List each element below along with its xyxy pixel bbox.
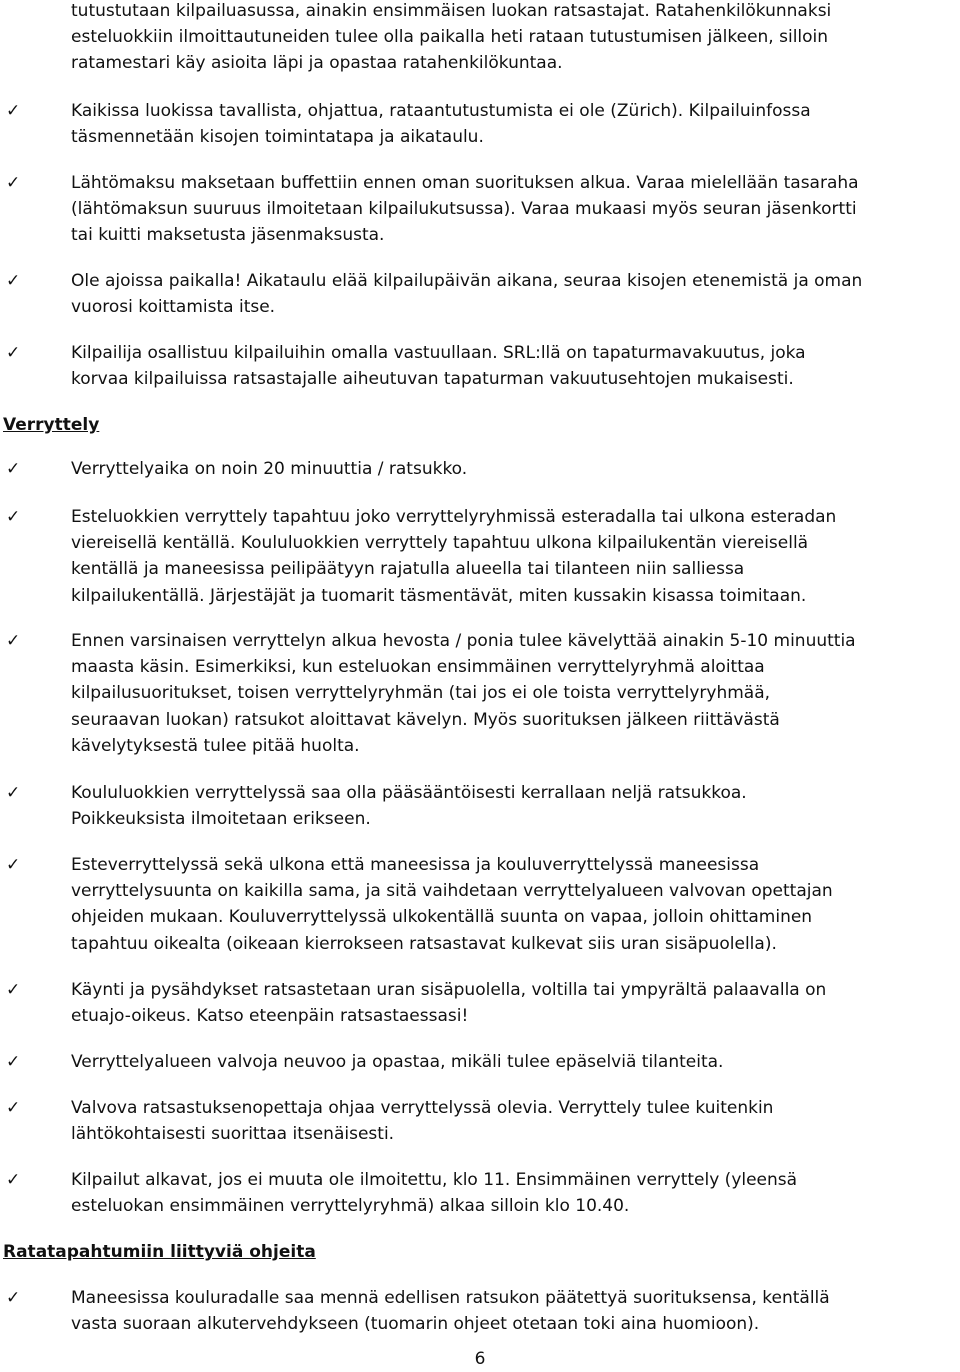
- list-item-text: [71, 268, 956, 320]
- text-line: Esteverryttelyssä sekä ulkona että maneesissa ja kouluverryttelyssä maneesissa: [71, 855, 760, 875]
- text-line: viereisellä kentällä. Koululuokkien verryttely tapahtuu ulkona kilpailukentän viereisellä: [71, 533, 809, 554]
- list-item-text: [71, 170, 956, 249]
- text-line: kävelytyksestä tulee pitää huolta.: [71, 735, 360, 756]
- list-item-text: [71, 1285, 956, 1337]
- text-line: etuajo-oikeus. Katso eteenpäin ratsastaessasi!: [71, 1006, 469, 1027]
- section-heading-ratatapahtumat: Ratatapahtumiin liittyviä ohjeita: [3, 1242, 316, 1262]
- text-line: Kaikissa luokissa tavallista, ohjattua, rataantutustumista ei ole (Zürich). Kilpailuinfossa: [71, 101, 811, 121]
- text-line: verryttelysuunta on kaikilla sama, ja sitä vaihdetaan verryttelyalueen valvovan opettajan: [71, 881, 833, 902]
- text-line: seuraavan luokan) ratsukot aloittavat kävelyn. Myös suorituksen jälkeen riittävästä: [71, 709, 780, 730]
- checkmark-icon: ✓: [6, 459, 21, 479]
- intro-line: tutustutaan kilpailuasussa, ainakin ensimmäisen luokan ratsastajat. Ratahenkilökunnaksi: [71, 1, 832, 21]
- intro-paragraph: [71, 0, 956, 77]
- list-item-text: [71, 852, 956, 957]
- checkmark-icon: ✓: [6, 1170, 21, 1190]
- list-item-text: [71, 504, 956, 609]
- checkmark-icon: ✓: [6, 783, 21, 803]
- checkmark-icon: ✓: [6, 980, 21, 1000]
- checkmark-icon: ✓: [6, 1052, 21, 1072]
- text-line: maasta käsin. Esimerkiksi, kun esteluokan ensimmäinen verryttelyryhmä aloittaa: [71, 657, 765, 678]
- checkmark-icon: ✓: [6, 1288, 21, 1308]
- text-line: Ennen varsinaisen verryttelyn alkua hevosta / ponia tulee kävelyttää ainakin 5-10 minuuttia: [71, 631, 856, 651]
- list-item-text: [71, 780, 956, 832]
- checkmark-icon: ✓: [6, 101, 21, 121]
- text-line: täsmennetään kisojen toimintatapa ja aikataulu.: [71, 127, 484, 148]
- page-number: 6: [474, 1349, 486, 1369]
- text-line: kentällä ja maneesissa peilipäätyyn rajatulla alueella tai tilanteen niin salliessa: [71, 559, 745, 580]
- checkmark-icon: ✓: [6, 507, 21, 527]
- text-line: tapahtuu oikealta (oikeaan kierrokseen ratsastavat kulkevat siis uran sisäpuolella).: [71, 933, 777, 954]
- text-line: Kilpailut alkavat, jos ei muuta ole ilmoitettu, klo 11. Ensimmäinen verryttely (yleensä: [71, 1170, 798, 1190]
- checkmark-icon: ✓: [6, 271, 21, 291]
- list-item-text: [71, 1049, 956, 1075]
- checkmark-icon: ✓: [6, 631, 21, 651]
- text-line: Kilpailija osallistuu kilpailuihin omalla vastuullaan. SRL:llä on tapaturmavakuutus, joka: [71, 343, 806, 363]
- text-line: vasta suoraan alkutervehdykseen (tuomarin ohjeet otetaan toki aina huomioon).: [71, 1314, 760, 1335]
- text-line: kilpailusuoritukset, toisen verryttelyryhmän (tai jos ei ole toista verryttelyryhmää,: [71, 683, 771, 704]
- text-line: Valvova ratsastuksenopettaja ohjaa verryttelyssä olevia. Verryttely tulee kuitenkin: [71, 1098, 774, 1118]
- text-line: Käynti ja pysähdykset ratsastetaan uran sisäpuolella, voltilla tai ympyrältä palaavalla on: [71, 980, 827, 1000]
- text-line: korvaa kilpailuissa ratsastajalle aiheutuvan tapaturman vakuutusehtojen mukaisesti.: [71, 369, 794, 390]
- text-line: kilpailukentällä. Järjestäjät ja tuomarit täsmentävät, miten kussakin kisassa toimitaan.: [71, 585, 807, 606]
- list-item-text: [71, 340, 956, 392]
- list-item-text: [71, 1167, 956, 1219]
- text-line: Poikkeuksista ilmoitetaan erikseen.: [71, 809, 371, 830]
- checkmark-icon: ✓: [6, 343, 21, 363]
- intro-line: esteluokkiin ilmoittautuneiden tulee olla paikalla heti rataan tutustumisen jälkeen, silloin: [71, 27, 829, 48]
- list-item-text: [71, 1095, 956, 1147]
- text-line: Lähtömaksu maksetaan buffettiin ennen oman suorituksen alkua. Varaa mielellään tasaraha: [71, 173, 859, 193]
- text-line: (lähtömaksun suuruus ilmoitetaan kilpailukutsussa). Varaa mukaasi myös seuran jäsenkortti: [71, 199, 857, 220]
- section-heading-verryttely: Verryttely: [3, 415, 100, 435]
- text-line: Koululuokkien verryttelyssä saa olla pääsääntöisesti kerrallaan neljä ratsukkoa.: [71, 783, 747, 803]
- checkmark-icon: ✓: [6, 173, 21, 193]
- list-item-text: [71, 98, 956, 150]
- text-line: vuorosi koittamista itse.: [71, 297, 276, 318]
- text-line: esteluokan ensimmäinen verryttelyryhmä) alkaa silloin klo 10.40.: [71, 1196, 630, 1217]
- text-line: Verryttelyalueen valvoja neuvoo ja opastaa, mikäli tulee epäselviä tilanteita.: [71, 1052, 724, 1072]
- text-line: Ole ajoissa paikalla! Aikataulu elää kilpailupäivän aikana, seuraa kisojen etenemistä ja oman: [71, 271, 863, 291]
- intro-line: ratamestari käy asioita läpi ja opastaa ratahenkilökuntaa.: [71, 53, 563, 74]
- text-line: ohjeiden mukaan. Kouluverryttelyssä ulkokentällä suunta on vapaa, jolloin ohittaminen: [71, 907, 813, 928]
- list-item-text: [71, 977, 956, 1029]
- list-item-text: [71, 628, 956, 759]
- text-line: tai kuitti maksetusta jäsenmaksusta.: [71, 225, 385, 246]
- checkmark-icon: ✓: [6, 1098, 21, 1118]
- text-line: Verryttelyaika on noin 20 minuuttia / ratsukko.: [71, 459, 468, 479]
- checkmark-icon: ✓: [6, 855, 21, 875]
- text-line: Esteluokkien verryttely tapahtuu joko verryttelyryhmissä esteradalla tai ulkona esteradan: [71, 507, 837, 527]
- list-item-text: [71, 456, 956, 482]
- text-line: lähtökohtaisesti suorittaa itsenäisesti.: [71, 1124, 395, 1145]
- text-line: Maneesissa kouluradalle saa mennä edellisen ratsukon päätettyä suorituksensa, kentällä: [71, 1288, 830, 1308]
